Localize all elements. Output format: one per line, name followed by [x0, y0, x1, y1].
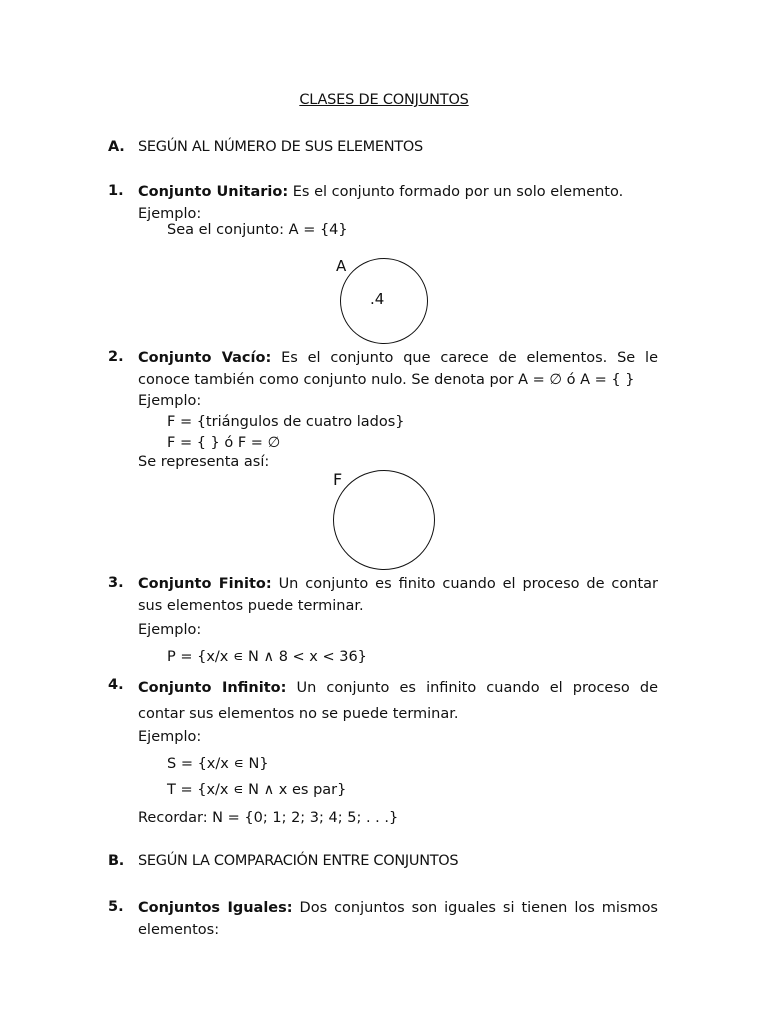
item-number: 3.	[108, 575, 124, 591]
set-element: .4	[370, 290, 385, 308]
section-heading-a	[108, 139, 423, 155]
item-text: Es el conjunto que carece de elementos. Se le conoce también como conjunto nulo. Se denota por A = ∅ ó A = { }	[138, 350, 658, 388]
example-line: F = {triángulos de cuatro lados}	[167, 414, 405, 430]
item-term: Conjuntos Iguales:	[138, 900, 293, 916]
example-line: P = {x/x ∊ N ∧ 8 < x < 36}	[167, 649, 367, 665]
section-letter: A.	[108, 139, 125, 155]
example-label: Ejemplo:	[138, 729, 202, 745]
represent-label: Se representa así:	[138, 454, 270, 470]
example-line: F = { } ó F = ∅	[167, 435, 281, 451]
item-number: 4.	[108, 677, 124, 693]
example-line: T = {x/x ∊ N ∧ x es par}	[167, 782, 347, 798]
set-circle	[333, 470, 435, 570]
item-term: Conjunto Unitario:	[138, 184, 289, 200]
example-label: Ejemplo:	[138, 622, 202, 638]
item-definition	[138, 347, 658, 391]
example-line: Sea el conjunto: A = {4}	[167, 222, 348, 238]
remember-note: Recordar: N = {0; 1; 2; 3; 4; 5; . . .}	[138, 810, 399, 826]
example-label: Ejemplo:	[138, 393, 202, 409]
item-definition	[138, 573, 658, 617]
item-term: Conjunto Vacío:	[138, 350, 272, 366]
section-heading-b	[108, 853, 458, 869]
item-text: Dos conjuntos son iguales si tienen los mismos elementos:	[138, 900, 658, 938]
example-label: Ejemplo:	[138, 206, 202, 222]
item-definition	[138, 181, 658, 203]
item-text: Un conjunto es infinito cuando el proceso de contar sus elementos no se puede terminar.	[138, 680, 658, 722]
item-term: Conjunto Finito:	[138, 576, 272, 592]
section-letter: B.	[108, 853, 124, 869]
item-text: Es el conjunto formado por un solo elemento.	[288, 184, 624, 200]
section-text: SEGÚN LA COMPARACIÓN ENTRE CONJUNTOS	[138, 853, 459, 869]
set-label: F	[333, 470, 343, 489]
section-text: SEGÚN AL NÚMERO DE SUS ELEMENTOS	[138, 139, 423, 155]
page-title: CLASES DE CONJUNTOS	[299, 92, 469, 108]
item-definition	[138, 897, 658, 941]
item-number: 1.	[108, 183, 124, 199]
item-number: 2.	[108, 349, 124, 365]
item-term: Conjunto Infinito:	[138, 680, 287, 696]
item-definition	[138, 675, 658, 727]
item-number: 5.	[108, 899, 124, 915]
example-line: S = {x/x ∊ N}	[167, 756, 269, 772]
set-label: A	[336, 257, 347, 275]
item-text: Un conjunto es finito cuando el proceso de contar sus elementos puede terminar.	[138, 576, 658, 614]
